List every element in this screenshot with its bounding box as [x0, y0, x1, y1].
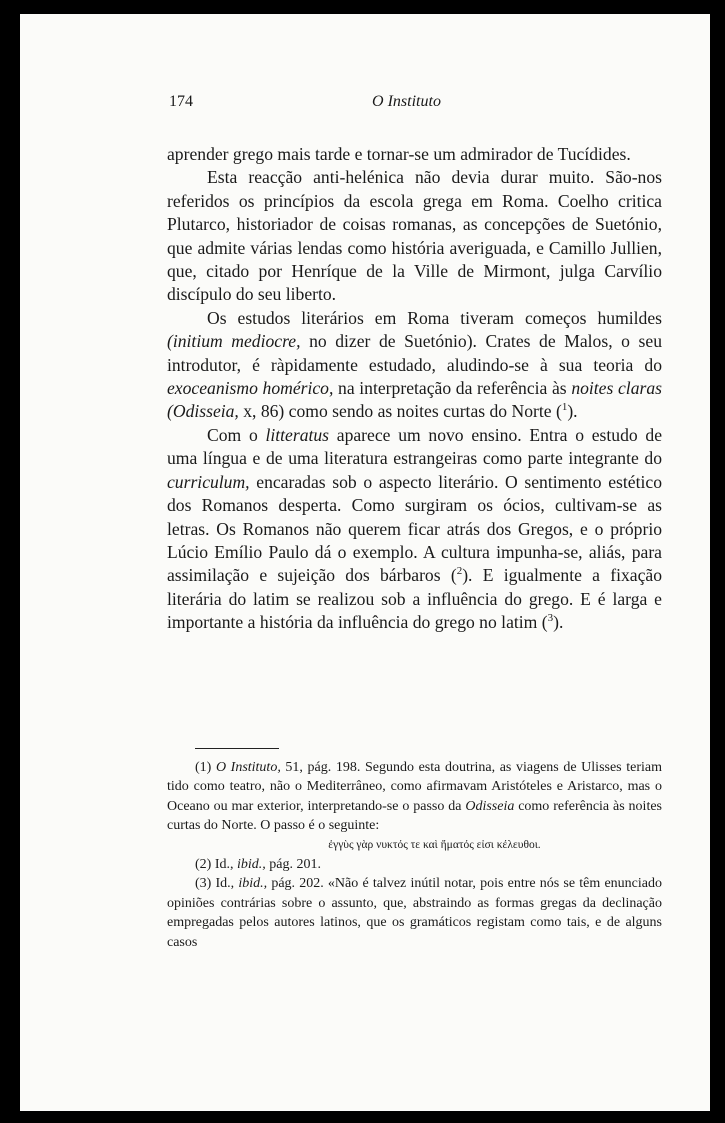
footnote-ref-1[interactable]: 1 [561, 401, 568, 414]
footnote-3: (3) Id., ibid., pág. 202. «Não é talvez inútil notar, pois entre nós se têm enunciado opiniões contrárias sobre o assunto, que, abstraindo as formas gregas da declinação empregadas pelos autores latinos, que os gramáticos registam como tais, e de alguns casos [167, 876, 662, 950]
paragraph-4: Com o litteratus aparece um novo ensino. Entra o estudo de uma língua e de uma literatura estrangeiras como parte integrante do curriculum, encaradas sob o aspecto literário. O sentimento estético dos Romanos desperta. Como surgiram os ócios, cultivam-se as letras. Os Romanos não querem ficar atrás dos Gregos, e o próprio Lúcio Emílio Paulo dá o exemplo. A cultura impunha-se, aliás, para assimilação e sujeição dos bárbaros ($^2$). E igualmente a fixação literária do latim se realizou sob a influência do grego. E é larga e importante a história da influência do grego no latim ($^3$). [167, 424, 663, 633]
footnotes [167, 758, 662, 952]
footnote-divider [195, 748, 279, 749]
footnote-mark: (3) [195, 876, 212, 892]
footnote-mark: (2) [195, 857, 212, 873]
greek-quotation: ἐγγὺς γὰρ νυκτός τε καὶ ἤματός εἰσι κέλευθοι. [328, 838, 541, 851]
emphasis: noites claras (Odisseia, [167, 378, 662, 422]
page-header [169, 93, 644, 117]
footnote-ref-3[interactable]: 3 [547, 612, 554, 625]
paragraph-2: Esta reacção anti-helénica não devia durar muito. São-nos referidos os princípios da escola grega em Roma. Coelho critica Plutarco, historiador de coisas romanas, as concepções de Suetónio, que admite várias lendas como história averiguada, e Camillo Jullien, que, citado por Henríque de la Ville de Mirmont, julga Carvílio discípulo do seu liberto. [167, 167, 662, 305]
emphasis: litteratus [265, 424, 330, 445]
running-title: O Instituto [372, 93, 441, 110]
page-number: 174 [169, 93, 193, 110]
paragraph-1: aprender grego mais tarde e tornar-se um admirador de Tucídides. [167, 144, 631, 164]
footnote-mark: (1) [195, 760, 212, 775]
body-text [167, 143, 662, 635]
paragraph-3: Os estudos literários em Roma tiveram começos humildes (initium mediocre, no dizer de Suetónio). Crates de Malos, o seu introdutor, é ràpidamente estudado, aludindo-se à sua teoria do exoceanismo homérico, na interpretação da referência às noites claras (Odisseia, x, 86) como sendo as noites curtas do Norte ($^1$). [167, 307, 662, 422]
footnote-2: (2) Id., ibid., pág. 201. [195, 857, 321, 873]
emphasis: curriculum, [167, 471, 250, 492]
footnote-1: (1) O Instituto, 51, pág. 198. Segundo esta doutrina, as viagens de Ulisses teriam tido como teatro, não o Mediterrâneo, como afirmavam Aristóteles e Aristarco, mas o Oceano ou mar exterior, interpretando-se o passo da Odisseia como referência às noites curtas do Norte. O passo é o seguinte: [167, 760, 663, 834]
page [20, 14, 710, 1111]
footnote-ref-2[interactable]: 2 [456, 565, 463, 578]
emphasis: (initium mediocre, [167, 331, 301, 352]
emphasis: exoceanismo homérico, [167, 378, 334, 399]
